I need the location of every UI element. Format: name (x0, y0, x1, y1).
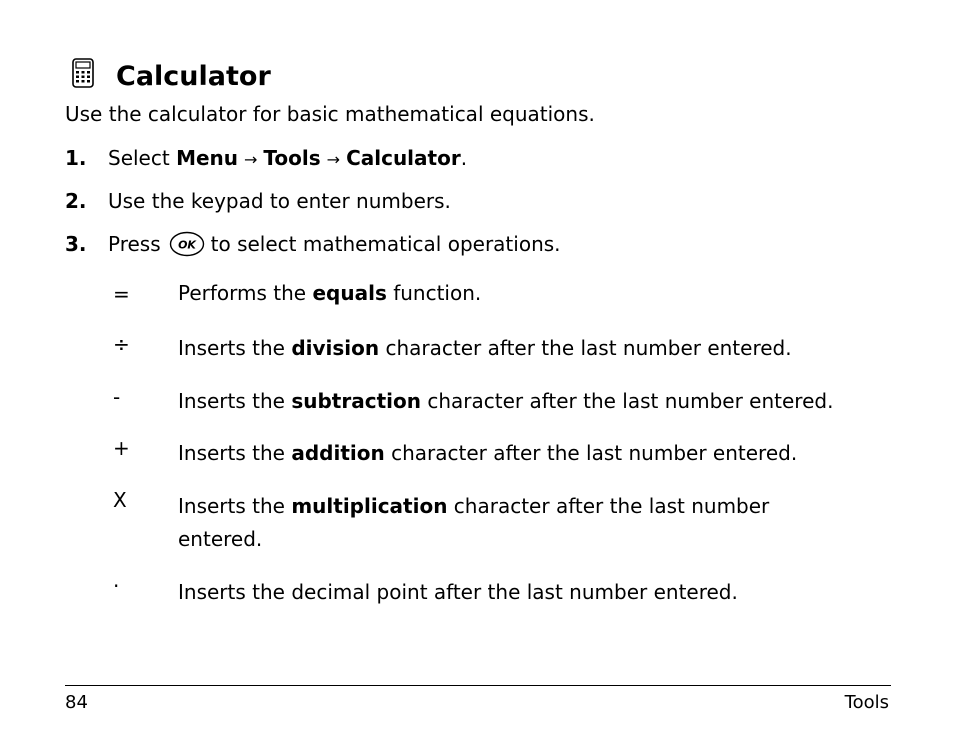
description-keyword: addition (291, 441, 385, 465)
description-text: Inserts the (178, 441, 292, 465)
description-text: Inserts the (178, 494, 292, 518)
description-keyword: multiplication (291, 494, 448, 518)
description-text: Inserts the (178, 336, 292, 360)
operation-symbol: X (113, 488, 127, 512)
description-keyword: subtraction (291, 389, 421, 413)
footer-divider (65, 685, 891, 686)
description-keyword: equals (312, 281, 387, 305)
operation-symbol: - (113, 385, 121, 409)
page-title: Calculator (116, 61, 271, 92)
svg-text:OK: OK (177, 238, 196, 251)
operation-symbol: + (113, 436, 130, 460)
step-text-end: . (460, 146, 468, 170)
operation-description (178, 332, 898, 365)
description-text-end: character after the last number entered. (379, 336, 792, 360)
ok-key-icon (169, 231, 205, 257)
page-number: 84 (65, 692, 88, 713)
section-heading (72, 52, 271, 96)
operation-description (178, 490, 818, 556)
step-number: 3. (65, 232, 87, 256)
arrow-right-icon: → (326, 150, 341, 169)
description-text: Inserts the (178, 389, 292, 413)
calculator-icon (72, 58, 94, 88)
intro-text: Use the calculator for basic mathematical equations. (65, 102, 595, 126)
operation-description (178, 437, 898, 470)
operation-description (178, 385, 898, 418)
operation-symbol: . (113, 568, 120, 592)
step-2 (65, 189, 451, 213)
arrow-right-icon: → (244, 150, 258, 169)
description-text-end: character after the last number entered. (178, 494, 770, 551)
step-number: 2. (65, 189, 87, 213)
tools-label: Tools (263, 146, 321, 170)
description-keyword: division (291, 336, 380, 360)
calculator-label: Calculator (346, 146, 461, 170)
description-text-end: function. (386, 281, 482, 305)
operation-description (178, 277, 898, 310)
description-text: Performs the (178, 281, 313, 305)
menu-label: Menu (176, 146, 239, 170)
operation-description (178, 576, 898, 609)
description-text-end: character after the last number entered. (420, 389, 834, 413)
step-number: 1. (65, 146, 87, 170)
description-text-end: character after the last number entered. (384, 441, 798, 465)
step-text: Press (108, 232, 161, 256)
step-text: Select (108, 146, 177, 170)
description-text: Inserts the decimal point after the last number entered. (178, 580, 738, 604)
step-3 (65, 232, 561, 259)
step-text-end: to select mathematical operations. (210, 232, 561, 256)
step-1 (65, 146, 467, 170)
operation-symbol: = (113, 282, 130, 306)
footer-section-name: Tools (844, 692, 889, 713)
operation-symbol: ÷ (113, 332, 130, 356)
step-text: Use the keypad to enter numbers. (108, 189, 451, 213)
